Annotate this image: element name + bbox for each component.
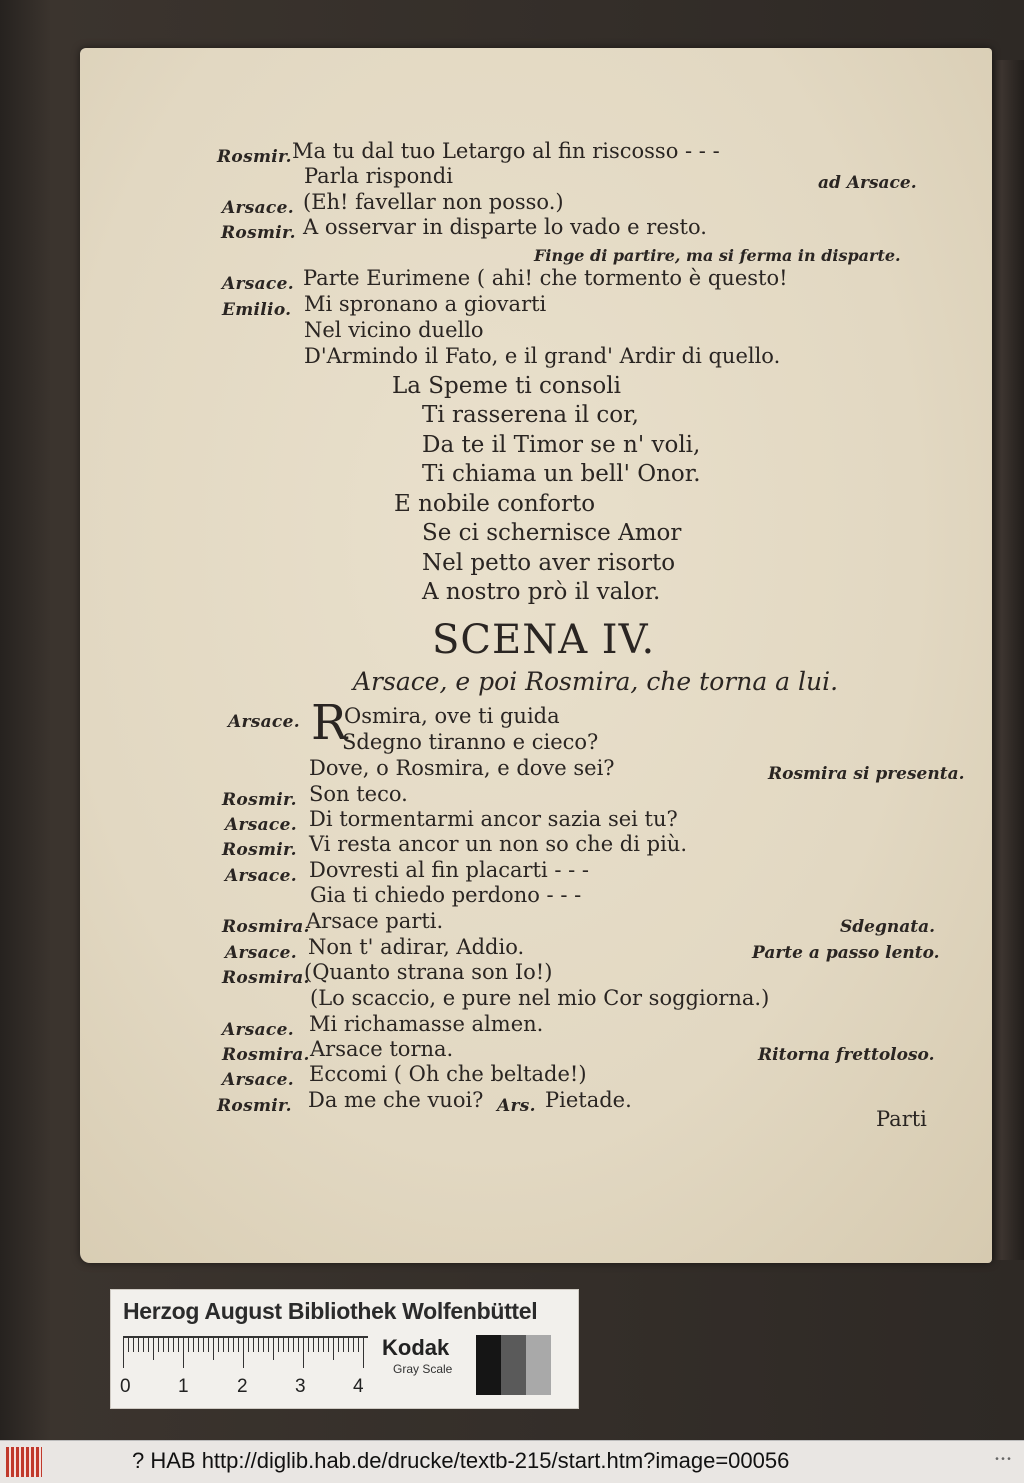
verse-line: Son teco. xyxy=(309,782,408,806)
ruler-tick xyxy=(183,1338,184,1368)
ruler-tick xyxy=(328,1338,329,1352)
ruler-tick xyxy=(188,1338,189,1352)
ruler-tick xyxy=(298,1338,299,1352)
ruler-tick xyxy=(158,1338,159,1352)
verse-line: Pietade. xyxy=(545,1088,632,1112)
scene-title: SCENA IV. xyxy=(432,617,656,663)
ruler-tick xyxy=(278,1338,279,1352)
stage-direction: Ritorna frettoloso. xyxy=(758,1045,935,1065)
gray-swatch-light xyxy=(526,1335,551,1395)
ruler-number: 0 xyxy=(120,1376,131,1397)
verse-line: Parte Eurimene ( ahi! che tormento è questo! xyxy=(303,266,788,290)
ruler-tick xyxy=(213,1338,214,1360)
more-icon[interactable]: ••• xyxy=(993,1455,1012,1466)
ruler-tick xyxy=(138,1338,139,1352)
speaker-label: Arsace. xyxy=(225,943,297,963)
speaker-label: Rosmir. xyxy=(217,147,292,167)
ruler-tick xyxy=(248,1338,249,1352)
speaker-label: Rosmir. xyxy=(222,840,297,860)
speaker-label: Arsace. xyxy=(222,1020,294,1040)
verse-line: Nel vicino duello xyxy=(304,318,484,342)
verse-line: Ma tu dal tuo Letargo al fin riscosso - - - xyxy=(292,139,720,163)
ruler-tick xyxy=(313,1338,314,1352)
drop-capital: R xyxy=(311,695,348,751)
ruler-tick xyxy=(338,1338,339,1352)
ruler-tick xyxy=(253,1338,254,1352)
gray-swatch-mid xyxy=(501,1335,526,1395)
ruler-tick xyxy=(228,1338,229,1352)
card-title: Herzog August Bibliothek Wolfenbüttel xyxy=(123,1298,538,1324)
ruler-tick xyxy=(268,1338,269,1352)
speaker-label: Ars. xyxy=(497,1096,536,1116)
verse-line: Di tormentarmi ancor sazia sei tu? xyxy=(309,807,678,831)
ruler-tick xyxy=(173,1338,174,1352)
speaker-label: Rosmir. xyxy=(221,223,296,243)
ruler-tick xyxy=(168,1338,169,1352)
aria-line: Da te il Timor se n' voli, xyxy=(422,432,701,458)
ruler-tick xyxy=(218,1338,219,1352)
ruler-tick xyxy=(308,1338,309,1352)
ruler-number: 2 xyxy=(237,1376,248,1397)
ruler-tick xyxy=(363,1338,364,1368)
ruler-tick xyxy=(343,1338,344,1352)
ruler-tick xyxy=(143,1338,144,1352)
ruler-tick xyxy=(283,1338,284,1352)
ruler-tick xyxy=(333,1338,334,1360)
ruler-scale xyxy=(123,1336,368,1372)
aria-line: A nostro prò il valor. xyxy=(422,579,661,605)
ruler-tick xyxy=(323,1338,324,1352)
ruler-tick xyxy=(303,1338,304,1368)
verse-line: Dovresti al fin placarti - - - xyxy=(309,858,590,882)
aria-line: Ti rasserena il cor, xyxy=(422,402,639,428)
ruler-tick xyxy=(243,1338,244,1368)
aria-line: La Speme ti consoli xyxy=(392,373,621,399)
ruler-tick xyxy=(198,1338,199,1352)
ruler-tick xyxy=(148,1338,149,1352)
verse-line: Osmira, ove ti guida xyxy=(344,704,560,728)
speaker-label: Rosmira. xyxy=(222,917,310,937)
speaker-label: Rosmira. xyxy=(222,968,310,988)
ruler-tick xyxy=(233,1338,234,1352)
ruler-tick xyxy=(128,1338,129,1352)
ruler-tick xyxy=(223,1338,224,1352)
ruler-tick xyxy=(208,1338,209,1352)
speaker-label: Arsace. xyxy=(225,866,297,886)
stage-direction: Sdegnata. xyxy=(840,917,936,937)
speaker-label: Arsace. xyxy=(222,1070,294,1090)
speaker-label: Arsace. xyxy=(225,815,297,835)
verse-line: Arsace parti. xyxy=(306,909,444,933)
barcode-icon xyxy=(6,1447,42,1477)
stage-direction: ad Arsace. xyxy=(818,173,917,193)
verse-line: Eccomi ( Oh che beltade!) xyxy=(309,1062,587,1086)
status-bar xyxy=(0,1440,1024,1483)
speaker-label: Rosmir. xyxy=(217,1096,292,1116)
ruler-tick xyxy=(358,1338,359,1352)
ruler-tick xyxy=(203,1338,204,1352)
speaker-label: Rosmira. xyxy=(222,1045,310,1065)
stage-direction: Rosmira si presenta. xyxy=(768,764,965,784)
ruler-tick xyxy=(153,1338,154,1360)
stage-direction: Parte a passo lento. xyxy=(752,943,940,963)
ruler-tick xyxy=(273,1338,274,1360)
verse-line: Gia ti chiedo perdono - - - xyxy=(310,883,582,907)
speaker-label: Emilio. xyxy=(222,300,292,320)
kodak-logo: Kodak xyxy=(382,1335,450,1360)
verse-line: (Quanto strana son Io!) xyxy=(304,960,553,984)
verse-line: (Eh! favellar non posso.) xyxy=(303,190,564,214)
ruler-tick xyxy=(288,1338,289,1352)
verse-line: Parla rispondi xyxy=(304,164,453,188)
ruler-tick xyxy=(178,1338,179,1352)
ruler-tick xyxy=(258,1338,259,1352)
aria-line: E nobile conforto xyxy=(394,491,596,517)
ruler-tick xyxy=(133,1338,134,1352)
verse-line: A osservar in disparte lo vado e resto. xyxy=(303,215,707,239)
ruler-tick xyxy=(163,1338,164,1352)
ruler-tick xyxy=(293,1338,294,1352)
verse-line: Vi resta ancor un non so che di più. xyxy=(309,832,687,856)
ruler-tick xyxy=(353,1338,354,1352)
speaker-label: Arsace. xyxy=(222,198,294,218)
ruler-tick xyxy=(193,1338,194,1352)
ruler-tick xyxy=(348,1338,349,1352)
aria-line: Se ci schernisce Amor xyxy=(422,520,682,546)
ruler-tick xyxy=(318,1338,319,1352)
scene-subtitle: Arsace, e poi Rosmira, che torna a lui. xyxy=(353,667,839,696)
page-url[interactable]: ? HAB http://diglib.hab.de/drucke/textb-215/start.htm?image=00056 xyxy=(132,1448,790,1473)
verse-line: Non t' adirar, Addio. xyxy=(308,935,525,959)
speaker-label: Arsace. xyxy=(222,274,294,294)
verse-line: D'Armindo il Fato, e il grand' Ardir di quello. xyxy=(304,344,781,368)
speaker-label: Arsace. xyxy=(228,712,300,732)
verse-line: Dove, o Rosmira, e dove sei? xyxy=(309,756,615,780)
stage-direction: Finge di partire, ma si ferma in disparte. xyxy=(534,246,901,265)
verse-line: Arsace torna. xyxy=(310,1037,454,1061)
ruler-tick xyxy=(238,1338,239,1352)
verse-line: Da me che vuoi? xyxy=(308,1088,484,1112)
verse-line: (Lo scaccio, e pure nel mio Cor soggiorna.) xyxy=(310,986,770,1010)
ruler-tick xyxy=(263,1338,264,1352)
aria-line: Ti chiama un bell' Onor. xyxy=(422,461,701,487)
verse-line: Sdegno tiranno e cieco? xyxy=(342,730,599,754)
aria-line: Nel petto aver risorto xyxy=(422,550,676,576)
ruler-number: 4 xyxy=(353,1376,364,1397)
gray-scale-label: Gray Scale xyxy=(393,1362,453,1376)
verse-line: Mi spronano a giovarti xyxy=(304,292,547,316)
ruler-number: 3 xyxy=(295,1376,306,1397)
ruler-number: 1 xyxy=(178,1376,189,1397)
verse-line: Mi richamasse almen. xyxy=(309,1012,544,1036)
catchword: Parti xyxy=(876,1107,927,1131)
gray-swatch-black xyxy=(476,1335,501,1395)
ruler-tick xyxy=(123,1338,124,1368)
speaker-label: Rosmir. xyxy=(222,790,297,810)
